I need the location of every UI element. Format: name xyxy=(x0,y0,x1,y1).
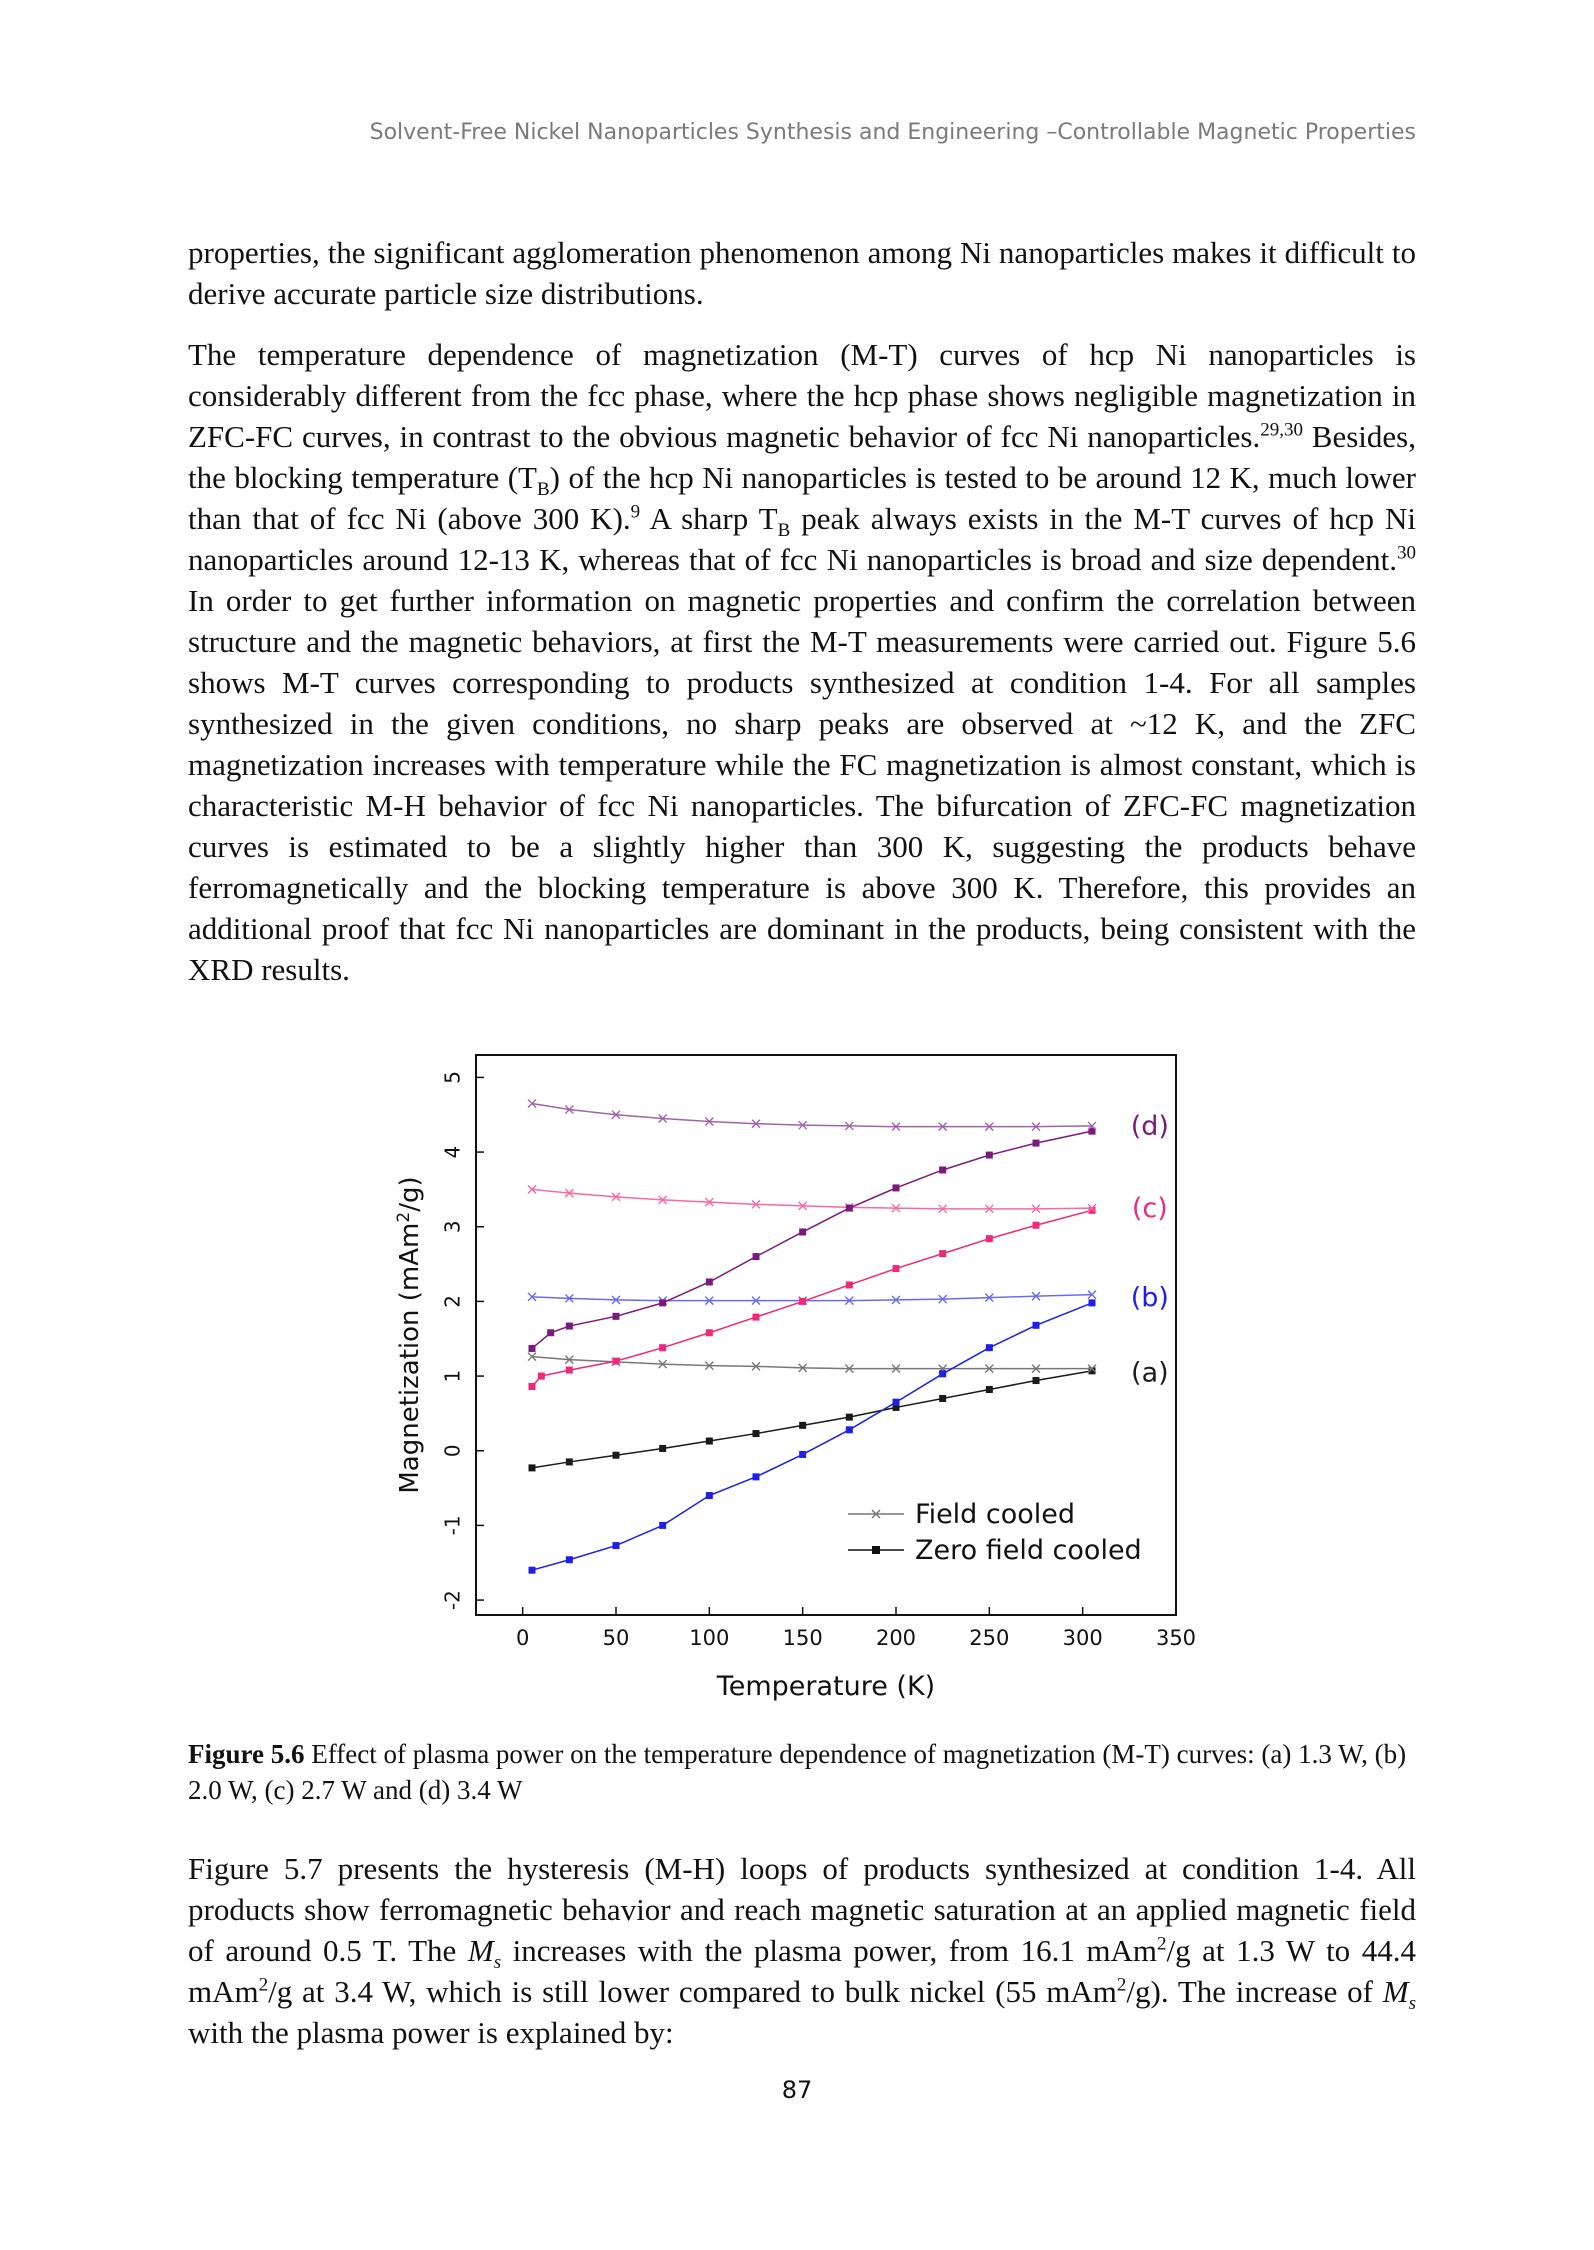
ms-symbol: $M_s$ xyxy=(1382,1974,1416,2015)
data-point xyxy=(529,1567,536,1574)
x-tick-label: 300 xyxy=(1062,1626,1103,1650)
y-axis-label: Magnetization (mAm$^2$/g) xyxy=(394,1176,425,1494)
y-tick-label: 1 xyxy=(440,1369,465,1383)
series-label: (b) xyxy=(1130,1282,1169,1314)
data-point xyxy=(986,1344,993,1351)
data-point xyxy=(613,1452,620,1459)
legend-zfc-marker xyxy=(872,1546,880,1554)
data-point xyxy=(846,1205,853,1212)
data-point xyxy=(846,1281,853,1288)
data-point xyxy=(1033,1322,1040,1329)
data-point xyxy=(939,1395,946,1402)
figure-5-6 xyxy=(380,1040,1220,1720)
p2-text-6: In order to get further information on magnetic properties and confirm the correlation between structure and the magnetic behaviors, at first the M-T measurements were carried out. Figure 5.6 shows M-T curves corresponding to products synthesized at condition 1-4. For all samples synthesized in the given conditions, no sharp peaks are observed at ~12 K, and the ZFC magnetization increases with temperature while the FC magnetization is almost constant, which is characteristic M-H behavior of fcc Ni nanoparticles. The bifurcation of ZFC-FC magnetization curves is estimated to be a slightly higher than 300 K, suggesting the products behave ferromagnetically and the blocking temperature is above 300 K. Therefore, this provides an additional proof that fcc Ni nanoparticles are dominant in the products, being consistent with the XRD results. xyxy=(188,583,1416,987)
data-point xyxy=(538,1373,545,1380)
p3-text-3: /g at 1.3 W to 44.4 mAm xyxy=(188,1933,1416,2009)
p3-text-4: /g at 3.4 W, which is still lower compared to bulk nickel (55 mAm xyxy=(268,1974,1117,2009)
data-point xyxy=(846,1426,853,1433)
data-point xyxy=(753,1253,760,1260)
data-point xyxy=(1033,1140,1040,1147)
data-point xyxy=(939,1250,946,1257)
data-point xyxy=(753,1430,760,1437)
superscript: 2 xyxy=(1116,1974,1127,1996)
data-point xyxy=(846,1414,853,1421)
data-point xyxy=(529,1383,536,1390)
data-point xyxy=(613,1542,620,1549)
p3-text-6: with the plasma power is explained by: xyxy=(188,2015,674,2050)
superscript: 2 xyxy=(1157,1933,1167,1955)
data-point xyxy=(1033,1377,1040,1384)
legend xyxy=(848,1499,1142,1566)
plot-frame xyxy=(476,1055,1176,1615)
data-point xyxy=(659,1522,666,1529)
data-point xyxy=(753,1473,760,1480)
series-b-zfc xyxy=(529,1299,1096,1573)
citation-ref: 9 xyxy=(630,501,641,523)
data-point xyxy=(613,1358,620,1365)
legend-zfc-label: Zero field cooled xyxy=(915,1535,1142,1566)
citation-ref: 30 xyxy=(1397,542,1416,564)
data-point xyxy=(566,1556,573,1563)
data-point xyxy=(799,1451,806,1458)
data-point xyxy=(529,1345,536,1352)
subscript-b: B xyxy=(536,479,550,501)
y-tick-label: 3 xyxy=(440,1220,465,1234)
citation-ref: 29,30 xyxy=(1260,419,1303,441)
x-tick-label: 50 xyxy=(602,1626,630,1650)
data-point xyxy=(939,1370,946,1377)
data-point xyxy=(753,1314,760,1321)
x-tick-label: 200 xyxy=(875,1626,917,1650)
superscript: 2 xyxy=(258,1974,269,1996)
series-d-fc xyxy=(528,1100,1096,1131)
series-a-zfc xyxy=(529,1367,1096,1471)
series-label: (a) xyxy=(1131,1357,1169,1389)
y-tick-label: 0 xyxy=(440,1444,465,1458)
data-point xyxy=(613,1313,620,1320)
series-line xyxy=(532,1189,1092,1208)
caption-label: Figure 5.6 xyxy=(188,1739,305,1769)
data-point xyxy=(986,1152,993,1159)
x-tick-label: 150 xyxy=(782,1626,823,1650)
data-point xyxy=(939,1166,946,1173)
data-point xyxy=(547,1329,554,1336)
x-tick-label: 250 xyxy=(969,1626,1010,1650)
legend-fc-label: Field cooled xyxy=(915,1499,1076,1530)
subscript-b: B xyxy=(777,520,791,542)
p2-text-4: A sharp T xyxy=(640,501,778,536)
data-point xyxy=(1033,1222,1040,1229)
x-tick-label: 0 xyxy=(515,1626,530,1650)
paragraph-3 xyxy=(188,1848,1416,2053)
series-label: (c) xyxy=(1131,1193,1168,1225)
y-tick-label: 2 xyxy=(440,1295,465,1308)
running-header: Solvent-Free Nickel Nanoparticles Synthesis and Engineering –Controllable Magnetic Properties xyxy=(369,120,1416,145)
y-tick-label: -1 xyxy=(440,1515,465,1536)
data-point xyxy=(566,1323,573,1330)
data-point xyxy=(706,1329,713,1336)
mt-chart xyxy=(380,1040,1220,1720)
figure-caption xyxy=(188,1736,1416,1808)
data-point xyxy=(799,1422,806,1429)
data-point xyxy=(1089,1299,1096,1306)
x-axis-label: Temperature (K) xyxy=(716,1671,936,1702)
y-tick-label: -2 xyxy=(440,1590,465,1611)
series-line xyxy=(532,1303,1092,1570)
paragraph-2 xyxy=(188,334,1416,990)
data-point xyxy=(706,1438,713,1445)
p3-text-2: increases with the plasma power, from 16.1 mAm xyxy=(501,1933,1157,1968)
data-point xyxy=(986,1386,993,1393)
data-point xyxy=(659,1445,666,1452)
data-point xyxy=(659,1299,666,1306)
data-point xyxy=(566,1458,573,1465)
data-point xyxy=(529,1464,536,1471)
data-point xyxy=(893,1265,900,1272)
p2-text-2: Besides, the blocking temperature (T xyxy=(188,419,1416,495)
p2-text-3: ) of the hcp Ni nanoparticles is tested to be around 12 K, much lower than that of fcc Ni (above 300 K). xyxy=(188,460,1416,536)
data-point xyxy=(986,1235,993,1242)
data-point xyxy=(566,1367,573,1374)
data-point xyxy=(799,1228,806,1235)
series-labels xyxy=(1131,1111,1169,1388)
data-point xyxy=(893,1184,900,1191)
p3-text-1: Figure 5.7 presents the hysteresis (M-H) loops of products synthesized at condition 1-4. All products show ferromagnetic behavior and reach magnetic saturation at an applied magnetic field of around 0.5 T. The xyxy=(188,1851,1416,1968)
y-tick-label: 4 xyxy=(440,1145,465,1159)
page-number: 87 xyxy=(781,2076,813,2104)
series-label: (d) xyxy=(1130,1110,1169,1142)
p3-text-5: /g). The increase of xyxy=(1126,1974,1383,2009)
x-tick-label: 350 xyxy=(1155,1626,1197,1650)
data-point xyxy=(799,1298,806,1305)
p2-text-1: The temperature dependence of magnetization (M-T) curves of hcp Ni nanoparticles is considerably different from the fcc phase, where the hcp phase shows negligible magnetization in ZFC-FC curves, in contrast to the obvious magnetic behavior of fcc Ni nanoparticles. xyxy=(188,337,1416,454)
ms-symbol: $M_s$ xyxy=(467,1933,502,1974)
data-point xyxy=(659,1344,666,1351)
x-tick-label: 100 xyxy=(689,1626,730,1650)
y-tick-label: 5 xyxy=(440,1071,465,1084)
series-d-zfc xyxy=(529,1128,1096,1352)
data-point xyxy=(706,1492,713,1499)
paragraph-1: properties, the significant agglomeration phenomenon among Ni nanoparticles makes it difficult to derive accurate particle size distributions. xyxy=(188,235,1416,311)
data-point xyxy=(706,1278,713,1285)
p2-text-5: peak always exists in the M-T curves of hcp Ni nanoparticles around 12-13 K, whereas that of fcc Ni nanoparticles is broad and size dependent. xyxy=(188,501,1416,577)
series-c-fc xyxy=(528,1185,1096,1212)
caption-text: Effect of plasma power on the temperature dependence of magnetization (M-T) curves: (a) 1.3 W, (b) 2.0 W, (c) 2.7 W and (d) 3.4 W xyxy=(188,1739,1407,1805)
data-point xyxy=(893,1399,900,1406)
